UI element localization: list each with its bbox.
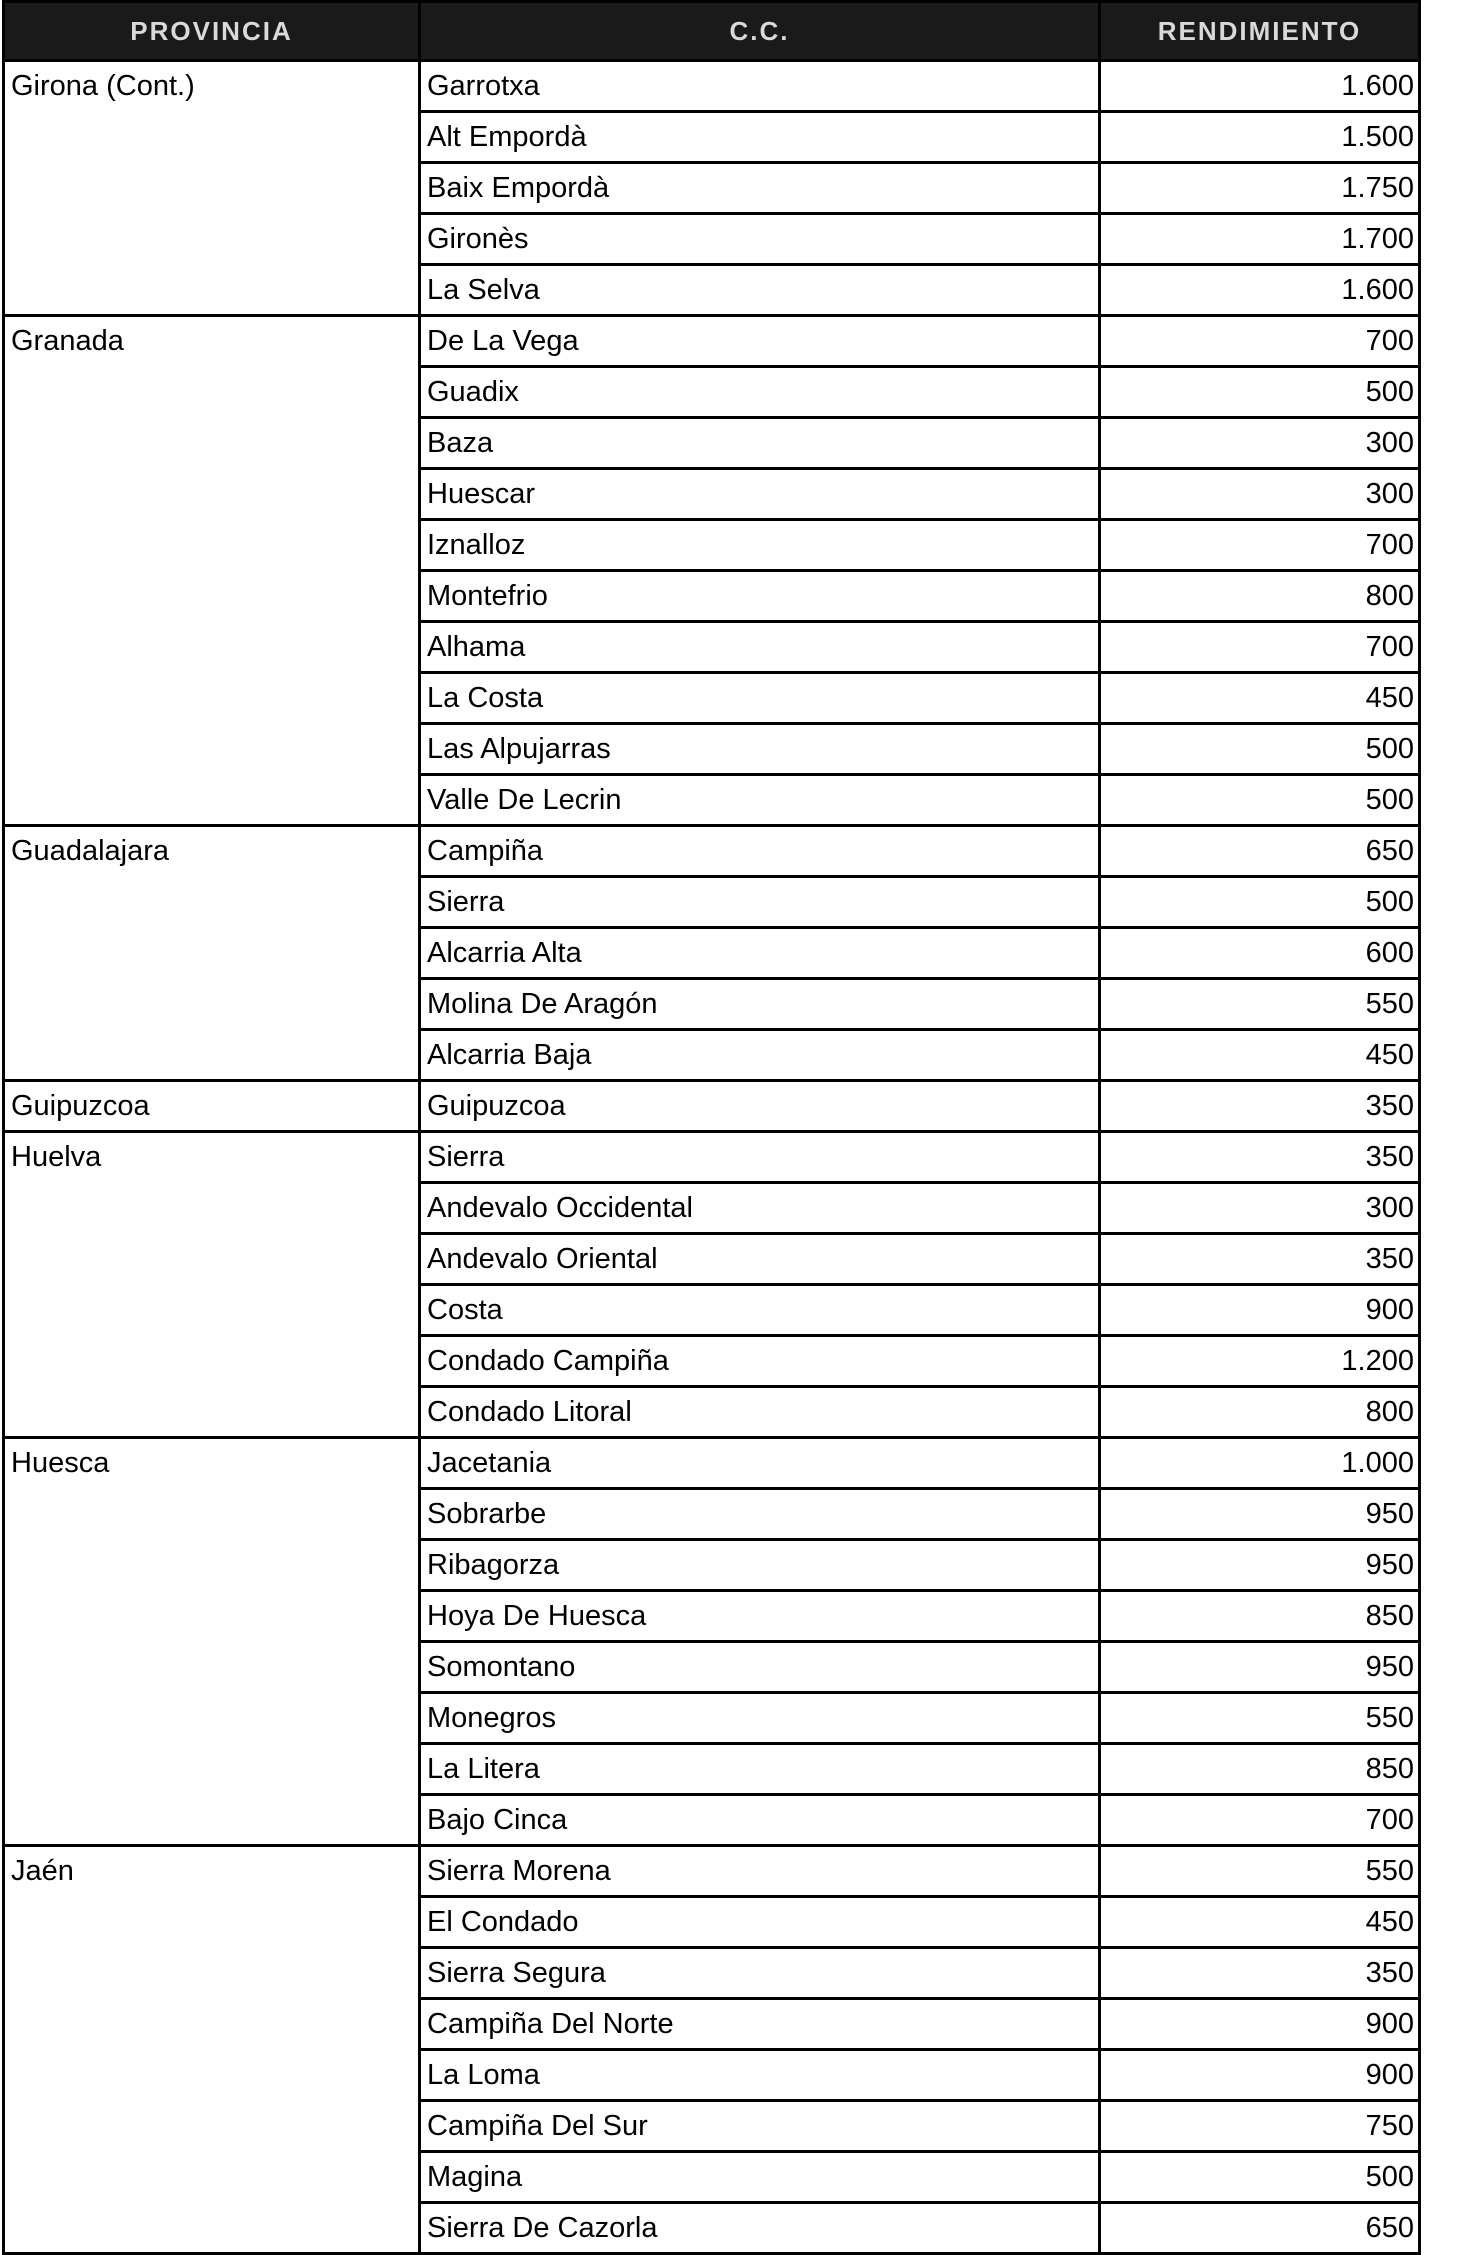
- rendimiento-cell: 550: [1100, 1846, 1420, 1897]
- rendimiento-cell: 600: [1100, 928, 1420, 979]
- header-rendimiento: RENDIMIENTO: [1100, 2, 1420, 61]
- rendimiento-cell: 450: [1100, 673, 1420, 724]
- rendimiento-cell: 550: [1100, 979, 1420, 1030]
- comarca-cell: El Condado: [420, 1897, 1100, 1948]
- comarca-cell: Campiña Del Norte: [420, 1999, 1100, 2050]
- document-sheet: [2, 0, 1418, 2255]
- comarca-cell: Huescar: [420, 469, 1100, 520]
- comarca-cell: Guipuzcoa: [420, 1081, 1100, 1132]
- comarca-cell: Valle De Lecrin: [420, 775, 1100, 826]
- comarca-cell: La Litera: [420, 1744, 1100, 1795]
- comarca-cell: Condado Litoral: [420, 1387, 1100, 1438]
- comarca-cell: Campiña: [420, 826, 1100, 877]
- rendimiento-cell: 350: [1100, 1948, 1420, 1999]
- comarca-cell: Costa: [420, 1285, 1100, 1336]
- comarca-cell: Condado Campiña: [420, 1336, 1100, 1387]
- comarca-cell: Guadix: [420, 367, 1100, 418]
- table-row: [4, 61, 1420, 112]
- rendimiento-cell: 700: [1100, 520, 1420, 571]
- comarca-cell: Baix Empordà: [420, 163, 1100, 214]
- comarca-cell: Andevalo Occidental: [420, 1183, 1100, 1234]
- rendimiento-cell: 300: [1100, 418, 1420, 469]
- rendimiento-cell: 650: [1100, 826, 1420, 877]
- comarca-cell: Magina: [420, 2152, 1100, 2203]
- rendimiento-cell: 500: [1100, 2152, 1420, 2203]
- comarca-cell: Alcarria Alta: [420, 928, 1100, 979]
- rendimiento-cell: 900: [1100, 1999, 1420, 2050]
- rendimiento-cell: 350: [1100, 1081, 1420, 1132]
- table-row: [4, 1846, 1420, 1897]
- rendimiento-cell: 950: [1100, 1642, 1420, 1693]
- rendimiento-cell: 500: [1100, 367, 1420, 418]
- rendimiento-cell: 500: [1100, 724, 1420, 775]
- comarca-cell: Baza: [420, 418, 1100, 469]
- rendimiento-cell: 750: [1100, 2101, 1420, 2152]
- table-body: [4, 61, 1420, 2254]
- comarca-cell: Sierra: [420, 1132, 1100, 1183]
- comarca-cell: Bajo Cinca: [420, 1795, 1100, 1846]
- comarca-cell: Molina De Aragón: [420, 979, 1100, 1030]
- table-row: [4, 316, 1420, 367]
- rendimiento-cell: 1.700: [1100, 214, 1420, 265]
- comarca-cell: Iznalloz: [420, 520, 1100, 571]
- comarca-cell: Garrotxa: [420, 61, 1100, 112]
- comarca-cell: Sierra Segura: [420, 1948, 1100, 1999]
- rendimiento-cell: 900: [1100, 1285, 1420, 1336]
- rendimiento-cell: 300: [1100, 469, 1420, 520]
- rendimiento-cell: 650: [1100, 2203, 1420, 2254]
- comarca-cell: Somontano: [420, 1642, 1100, 1693]
- provincia-cell: Granada: [4, 316, 420, 826]
- rendimiento-cell: 1.000: [1100, 1438, 1420, 1489]
- header-comarca: C.C.: [420, 2, 1100, 61]
- comarca-cell: Alhama: [420, 622, 1100, 673]
- rendimiento-cell: 450: [1100, 1897, 1420, 1948]
- rendimiento-cell: 700: [1100, 316, 1420, 367]
- rendimiento-cell: 700: [1100, 1795, 1420, 1846]
- table-row: [4, 1438, 1420, 1489]
- provincia-cell: Jaén: [4, 1846, 420, 2254]
- rendimiento-cell: 850: [1100, 1591, 1420, 1642]
- comarca-cell: Sierra: [420, 877, 1100, 928]
- provincia-cell: Guipuzcoa: [4, 1081, 420, 1132]
- rendimiento-cell: 1.750: [1100, 163, 1420, 214]
- comarca-cell: Hoya De Huesca: [420, 1591, 1100, 1642]
- comarca-cell: De La Vega: [420, 316, 1100, 367]
- rendimiento-cell: 1.200: [1100, 1336, 1420, 1387]
- rendimiento-cell: 300: [1100, 1183, 1420, 1234]
- comarca-cell: La Loma: [420, 2050, 1100, 2101]
- header-provincia: PROVINCIA: [4, 2, 420, 61]
- comarca-cell: Montefrio: [420, 571, 1100, 622]
- provincia-cell: Huelva: [4, 1132, 420, 1438]
- comarca-cell: Gironès: [420, 214, 1100, 265]
- rendimiento-cell: 350: [1100, 1132, 1420, 1183]
- rendimiento-cell: 450: [1100, 1030, 1420, 1081]
- provincia-cell: Girona (Cont.): [4, 61, 420, 316]
- rendimiento-cell: 350: [1100, 1234, 1420, 1285]
- comarca-cell: La Selva: [420, 265, 1100, 316]
- comarca-cell: Andevalo Oriental: [420, 1234, 1100, 1285]
- comarca-cell: Alcarria Baja: [420, 1030, 1100, 1081]
- provincia-cell: Guadalajara: [4, 826, 420, 1081]
- rendimiento-cell: 700: [1100, 622, 1420, 673]
- rendimiento-cell: 950: [1100, 1489, 1420, 1540]
- rendimiento-cell: 800: [1100, 571, 1420, 622]
- rendimiento-cell: 550: [1100, 1693, 1420, 1744]
- provincia-cell: Huesca: [4, 1438, 420, 1846]
- comarca-cell: Sierra De Cazorla: [420, 2203, 1100, 2254]
- rendimiento-cell: 900: [1100, 2050, 1420, 2101]
- table-row: [4, 1081, 1420, 1132]
- comarca-cell: Jacetania: [420, 1438, 1100, 1489]
- comarca-cell: La Costa: [420, 673, 1100, 724]
- rendimiento-cell: 800: [1100, 1387, 1420, 1438]
- comarca-cell: Las Alpujarras: [420, 724, 1100, 775]
- comarca-cell: Sierra Morena: [420, 1846, 1100, 1897]
- comarca-cell: Monegros: [420, 1693, 1100, 1744]
- rendimiento-cell: 500: [1100, 775, 1420, 826]
- rendimiento-cell: 1.600: [1100, 265, 1420, 316]
- rendimiento-table: [2, 0, 1421, 2255]
- rendimiento-cell: 850: [1100, 1744, 1420, 1795]
- rendimiento-cell: 1.600: [1100, 61, 1420, 112]
- rendimiento-cell: 1.500: [1100, 112, 1420, 163]
- comarca-cell: Alt Empordà: [420, 112, 1100, 163]
- rendimiento-cell: 500: [1100, 877, 1420, 928]
- header-row: [4, 2, 1420, 61]
- comarca-cell: Ribagorza: [420, 1540, 1100, 1591]
- table-row: [4, 826, 1420, 877]
- comarca-cell: Sobrarbe: [420, 1489, 1100, 1540]
- rendimiento-cell: 950: [1100, 1540, 1420, 1591]
- comarca-cell: Campiña Del Sur: [420, 2101, 1100, 2152]
- table-row: [4, 1132, 1420, 1183]
